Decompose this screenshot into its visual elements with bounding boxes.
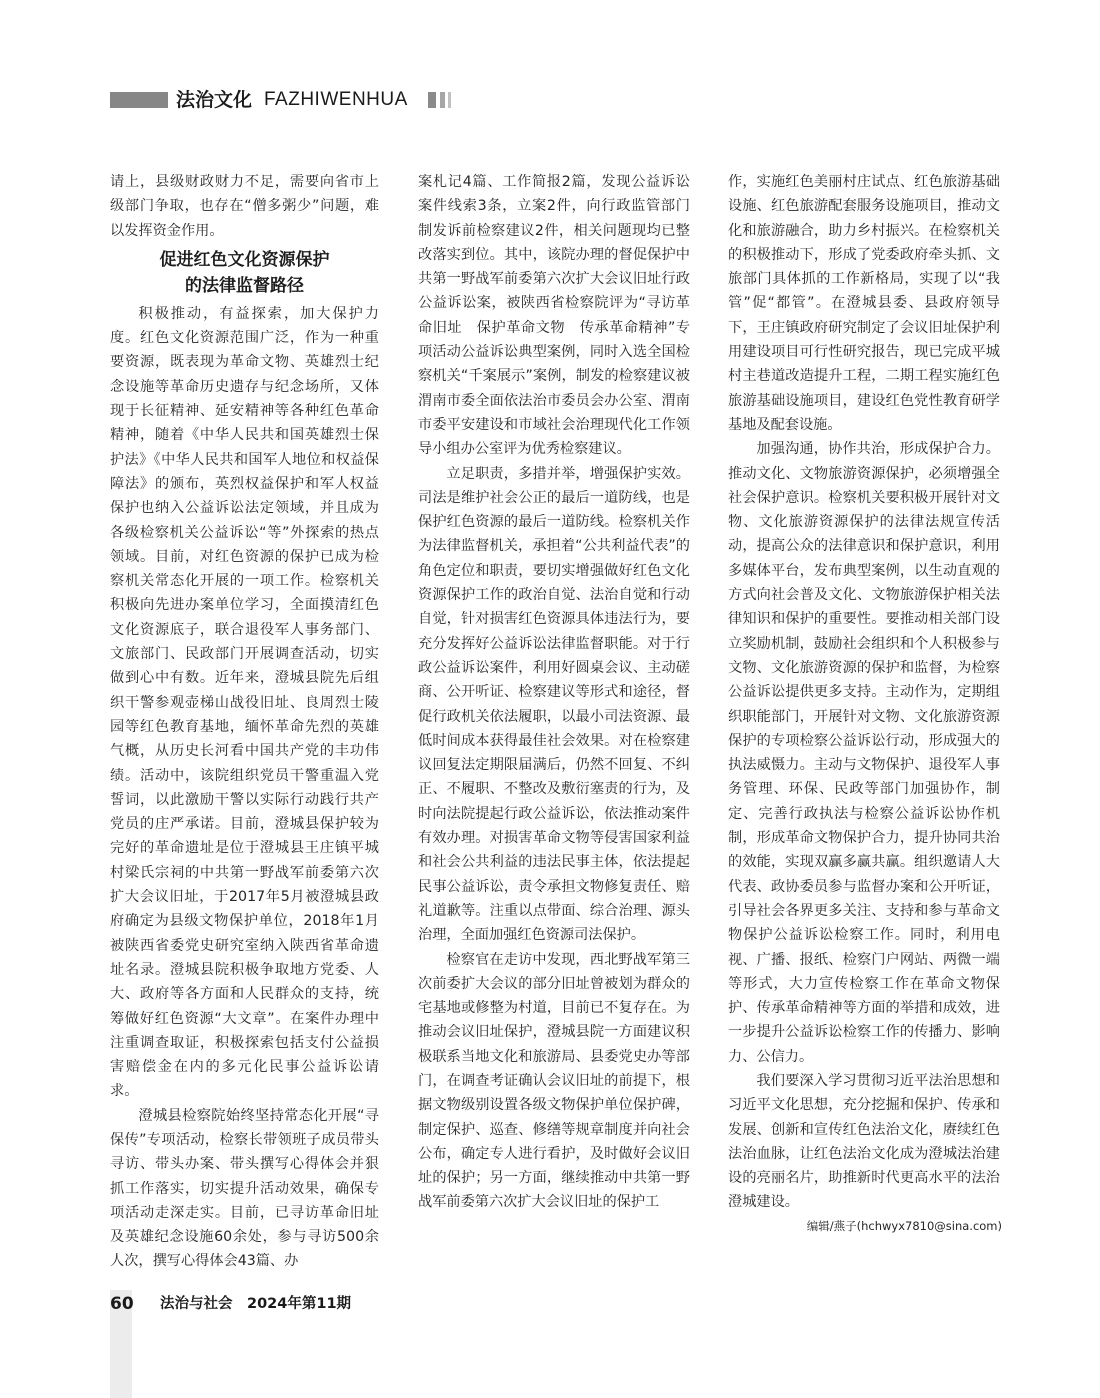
section-heading-line: 的法律监督路径 bbox=[185, 275, 304, 296]
paragraph: 案札记4篇、工作简报2篇，发现公益诉讼案件线索3条，立案2件，向行政监管部门制发诉前检察建议2件，相关问题现均已整改落实到位。其中，该院办理的督促保护中共第一野战军前委第六次扩大会议旧址行政公益诉讼案，被陕西省检察院评为“寻访革命旧址 保护革命文物 传承革命精神”专项活动公益诉讼典型案例，同时入选全国检察机关“千案展示”案例，制发的检察建议被渭南市委全面依法治市委员会办公室、渭南市委平安建设和市域社会治理现代化工作领导小组办公室评为优秀检察建议。 bbox=[418, 174, 690, 458]
header-decor-tick bbox=[428, 92, 436, 108]
paragraph: 澄城县检察院始终坚持常态化开展“寻保传”专项活动，检察长带领班子成员带头寻访、带头办案、带头撰写心得体会并狠抓工作落实，切实提升活动效果，确保专项活动走深走实。目前，已寻访革命旧址及英雄纪念设施60余处，参与寻访500余人次，撰写心得体会43篇、办 bbox=[110, 1107, 379, 1270]
paragraph: 加强沟通，协作共治，形成保护合力。推动文化、文物旅游资源保护，必须增强全社会保护意识。检察机关要积极开展针对文物、文化旅游资源保护的法律法规宣传活动，提高公众的法律意识和保护意识，利用多媒体平台，发布典型案例，以生动直观的方式向社会普及文化、文物旅游保护相关法律知识和保护的重要性。要推动相关部门设立奖励机制，鼓励社会组织和个人积极参与文物、文化旅游资源的保护和监督，为检察公益诉讼提供更多支持。主动作为，定期组织职能部门，开展针对文物、文化旅游资源保护的专项检察公益诉讼行动，形成强大的执法威慑力。主动与文物保护、退役军人事务管理、环保、民政等部门加强协作，制定、完善行政执法与检察公益诉讼协作机制，形成革命文物保护合力，提升协同共治的效能，实现双赢多赢共赢。组织邀请人大代表、政协委员参与监督办案和公开听证，引导社会各界更多关注、支持和参与革命文物保护公益诉讼检察工作。同时，利用电视、广播、报纸、检察门户网站、两微一端等形式，大力宣传检察工作在革命文物保护、传承革命精神等方面的举措和成效，进一步提升公益诉讼检察工作的传播力、影响力、公信力。 bbox=[728, 441, 1000, 1065]
article-column-3 bbox=[728, 170, 1000, 1235]
article-column-1 bbox=[110, 170, 379, 1274]
paragraph: 立足职责，多措并举，增强保护实效。司法是维护社会公正的最后一道防线，也是保护红色资源的最后一道防线。检察机关作为法律监督机关，承担着“公共利益代表”的角色定位和职责，要切实增强做好红色文化资源保护工作的政治自觉、法治自觉和行动自觉，针对损害红色资源具体违法行为，要充分发挥好公益诉讼法律监督职能。对于行政公益诉讼案件，利用好圆桌会议、主动磋商、公开听证、检察建议等形式和途径，督促行政机关依法履职，以最小司法资源、最低时间成本获得最佳社会效果。对在检察建议回复法定期限届满后，仍然不回复、不纠正、不履职、不整改及敷衍塞责的行为，及时向法院提起行政公益诉讼，依法推动案件有效办理。对损害革命文物等侵害国家利益和社会公共利益的违法民事主体，依法提起民事公益诉讼，责令承担文物修复责任、赔礼道歉等。注重以点带面、综合治理、源头治理，全面加强红色资源司法保护。 bbox=[418, 465, 690, 944]
paragraph: 请上，县级财政财力不足，需要向省市上级部门争取，也存在“僧多粥少”问题，难以发挥资金作用。 bbox=[110, 174, 379, 239]
section-header bbox=[110, 88, 470, 112]
journal-issue: 法治与社会 2024年第11期 bbox=[160, 1296, 352, 1312]
paragraph: 作，实施红色美丽村庄试点、红色旅游基础设施、红色旅游配套服务设施项目，推动文化和旅游融合，助力乡村振兴。在检察机关的积极推动下，形成了党委政府牵头抓、文旅部门具体抓的工作新格局，实现了以“我管”促“都管”。在澄城县委、县政府领导下，王庄镇政府研究制定了会议旧址保护利用建设项目可行性研究报告，现已完成平城村主巷道改造提升工程，二期工程实施红色旅游基础设施项目，建设红色党性教育研学基地及配套设施。 bbox=[728, 174, 1000, 433]
paragraph: 我们要深入学习贯彻习近平法治思想和习近平文化思想，充分挖掘和保护、传承和发展、创新和宣传红色法治文化，赓续红色法治血脉，让红色法治文化成为澄城法治建设的亮丽名片，助推新时代更高水平的法治澄城建设。 bbox=[728, 1072, 1000, 1211]
header-decor-tick bbox=[440, 92, 445, 108]
paragraph: 检察官在走访中发现，西北野战军第三次前委扩大会议的部分旧址曾被划为群众的宅基地或修整为村道，目前已不复存在。为推动会议旧址保护，澄城县院一方面建议积极联系当地文化和旅游局、县委党史办等部门，在调查考证确认会议旧址的前提下，根据文物级别设置各级文物保护单位保护碑，制定保护、巡查、修缮等规章制度并向社会公布，确定专人进行看护，及时做好会议旧址的保护；另一方面，继续推动中共第一野战军前委第六次扩大会议旧址的保护工 bbox=[418, 951, 690, 1211]
header-decor-tick bbox=[448, 92, 451, 108]
section-latin-title: FAZHIWENHUA bbox=[264, 89, 408, 110]
article-column-2 bbox=[418, 170, 690, 1215]
paragraph: 积极推动，有益探索，加大保护力度。红色文化资源范围广泛，作为一种重要资源，既表现为革命文物、英雄烈士纪念设施等革命历史遗存与纪念场所，又体现于长征精神、延安精神等各种红色革命精神，随着《中华人民共和国英雄烈士保护法》《中华人民共和国军人地位和权益保障法》的颁布，英烈权益保护和军人权益保护也纳入公益诉讼法定领域，并且成为各级检察机关公益诉讼“等”外探索的热点领域。目前，对红色资源的保护已成为检察机关常态化开展的一项工作。检察机关积极向先进办案单位学习，全面摸清红色文化资源底子，联合退役军人事务部门、文旅部门、民政部门开展调查活动，切实做到心中有数。近年来，澄城县院先后组织干警参观壶梯山战役旧址、良周烈士陵园等红色教育基地，缅怀革命先烈的英雄气概，从历史长河看中国共产党的丰功伟绩。活动中，该院组织党员干警重温入党誓词，以此激励干警以实际行动践行共产党员的庄严承诺。目前，澄城县保护较为完好的革命遗址是位于澄城县王庄镇平城村梁氏宗祠的中共第一野战军前委第六次扩大会议旧址，于2017年5月被澄城县政府确定为县级文物保护单位，2018年1月被陕西省委党史研究室纳入陕西省革命遗址名录。澄城县院积极争取地方党委、人大、政府等各方面和人民群众的支持，统筹做好红色资源“大文章”。在案件办理中注重调查取证，积极探索包括支付公益损害赔偿金在内的多元化民事公益诉讼请求。 bbox=[110, 305, 379, 1100]
section-heading-line: 促进红色文化资源保护 bbox=[159, 249, 330, 270]
header-gray-bar bbox=[110, 92, 168, 108]
section-heading bbox=[110, 247, 379, 299]
editor-credit: 编辑/燕子(hchwyx7810@sina.com) bbox=[806, 1218, 1002, 1233]
section-title: 法治文化 bbox=[176, 89, 253, 111]
page-number: 60 bbox=[110, 1294, 134, 1314]
